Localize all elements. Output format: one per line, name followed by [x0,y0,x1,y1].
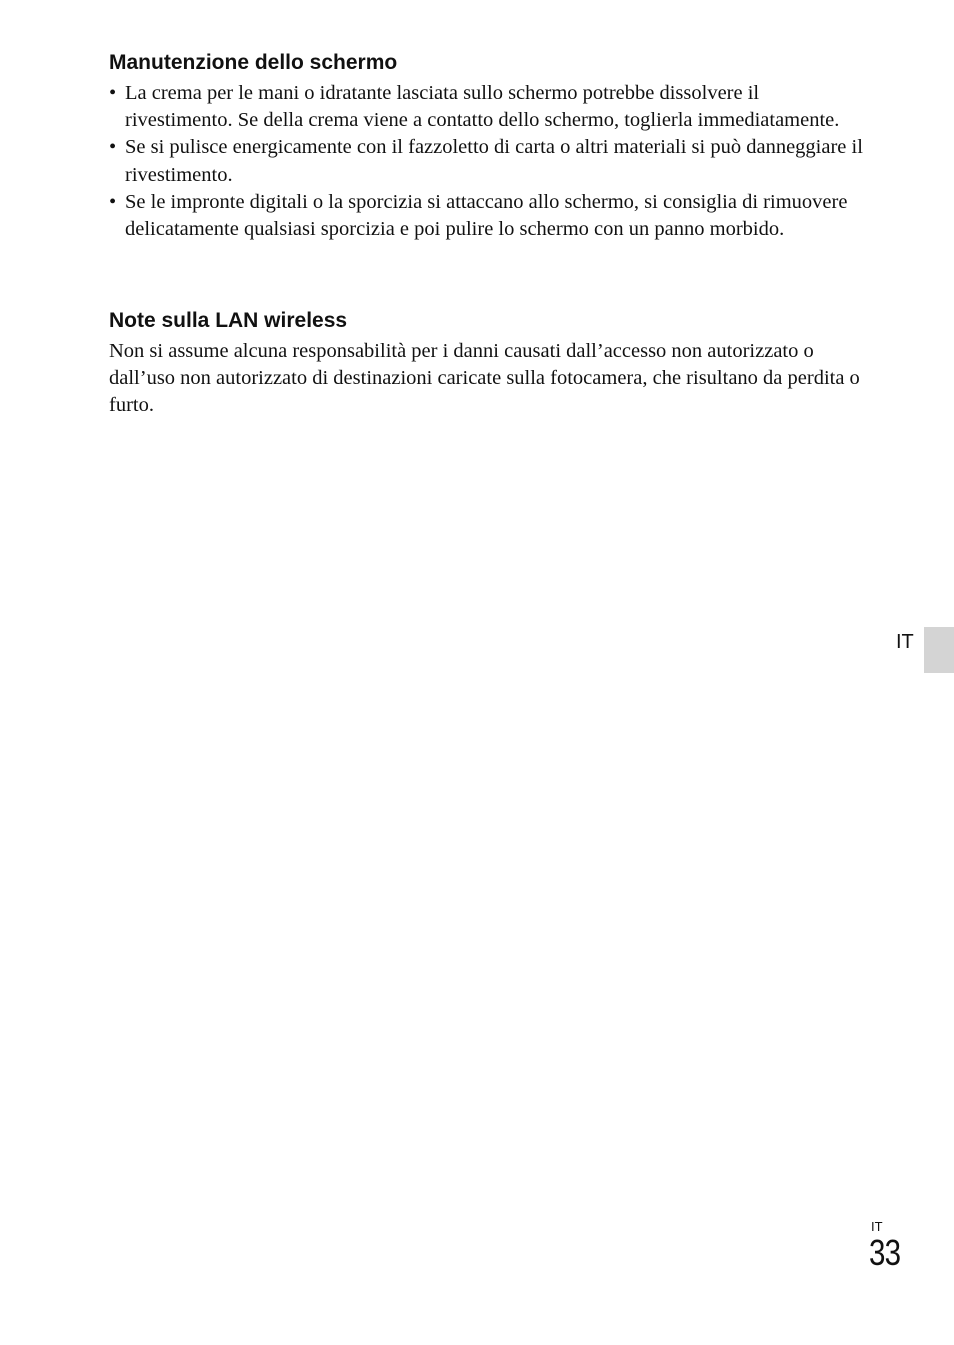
bullet-text: Se si pulisce energicamente con il fazzoletto di carta o altri materiali si può danneggiare il rivestimento. [125,136,863,186]
bullet-icon: • [109,82,117,104]
list-item [109,80,869,134]
side-tab-label: IT [896,631,914,653]
page-language-code: IT [871,1219,883,1234]
bullet-text: Se le impronte digitali o la sporcizia si attaccano allo schermo, si consiglia di rimuovere delicatamente qualsiasi sporcizia e poi pulire lo schermo con un panno morbido. [125,190,848,241]
wireless-lan-paragraph: Non si assume alcuna responsabilità per i danni causati dall’accesso non autorizzato o dall’uso non autorizzato di destinazioni caricate sulla fotocamera, che risultano da perdita o furto. [109,340,860,417]
bullet-icon: • [109,136,117,159]
bullet-text: La crema per le mani o idratante lasciata sullo schermo potrebbe dissolvere il rivestimento. Se della crema viene a contatto dello schermo, toglierla immediatamente. [125,82,840,132]
section-heading-wireless-lan: Note sulla LAN wireless [109,309,348,332]
page-number: 33 [869,1232,901,1273]
bullet-list-screen-care [109,80,869,243]
list-item [109,189,869,243]
list-item [109,134,869,188]
section-heading-screen-maintenance: Manutenzione dello schermo [109,51,398,74]
language-side-tab [924,627,954,673]
bullet-icon: • [109,190,117,213]
